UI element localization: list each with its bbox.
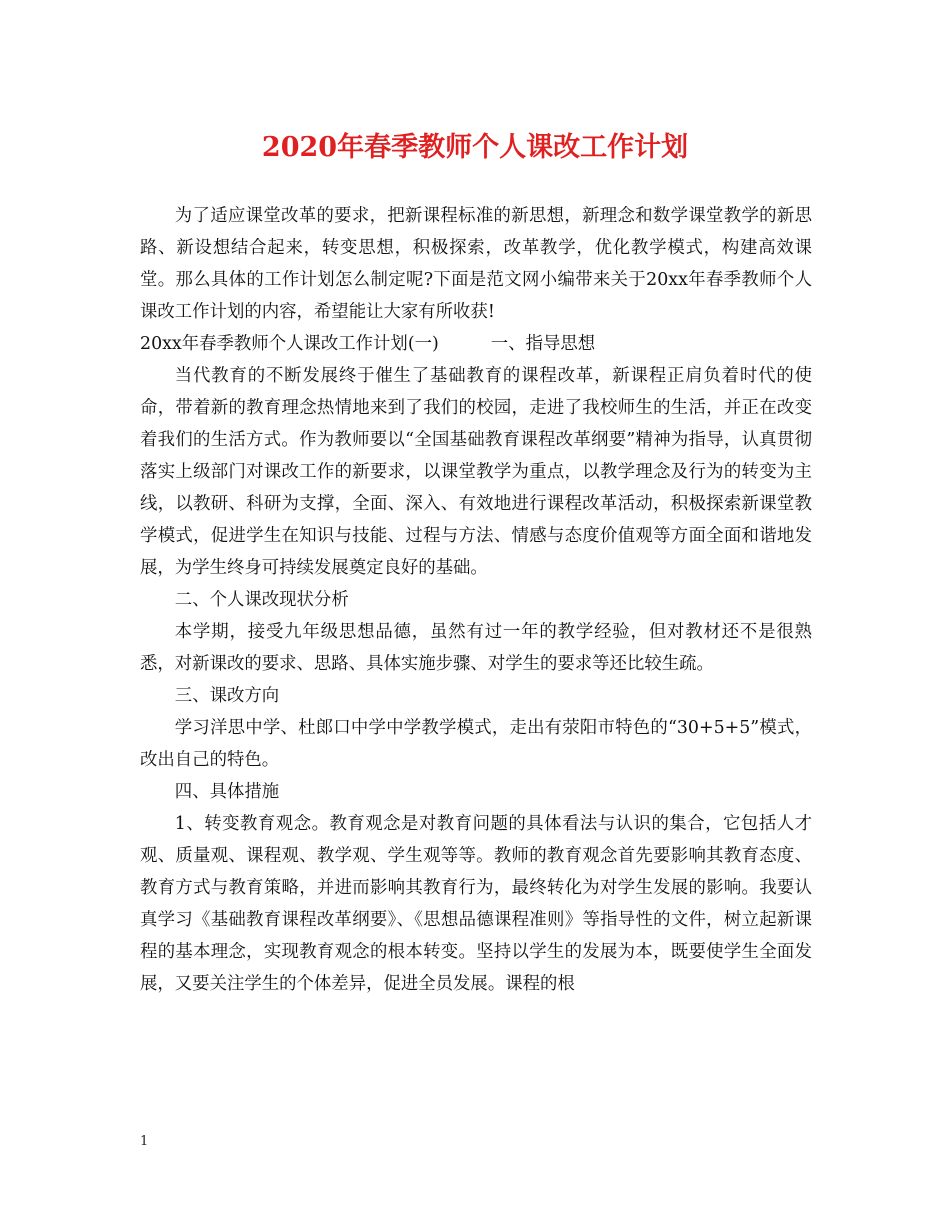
document-body [140, 200, 812, 1000]
section-body-status-analysis: 本学期，接受九年级思想品德，虽然有过一年的教学经验，但对教材还不是很熟悉，对新课改的要求、思路、具体实施步骤、对学生的要求等还比较生疏。 [140, 622, 812, 674]
plan-subtitle: 20xx年春季教师个人课改工作计划(一) [140, 334, 439, 354]
document-title: 2020年春季教师个人课改工作计划 [261, 132, 689, 163]
intro-paragraph: 为了适应课堂改革的要求，把新课程标准的新思想，新理念和数学课堂教学的新思路、新设想结合起来，转变思想，积极探索，改革教学，优化教学模式，构建高效课堂。那么具体的工作计划怎么制定呢?下面是范文网小编带来关于20xx年春季教师个人课改工作计划的内容，希望能让大家有所收获! [140, 206, 812, 322]
section-body-reform-direction: 学习洋思中学、杜郎口中学中学教学模式，走出有荥阳市特色的“30+5+5”模式，改出自己的特色。 [140, 718, 812, 770]
section-heading-guiding-ideology: 一、指导思想 [490, 334, 596, 354]
section-body-guiding-ideology: 当代教育的不断发展终于催生了基础教育的课程改革，新课程正肩负着时代的使命，带着新的教育理念热情地来到了我们的校园，走进了我校师生的生活，并正在改变着我们的生活方式。作为教师要以“全国基础教育课程改革纲要”精神为指导，认真贯彻落实上级部门对课改工作的新要求，以课堂教学为重点，以教学理念及行为的转变为主线，以教研、科研为支撑，全面、深入、有效地进行课程改革活动，积极探索新课堂教学模式，促进学生在知识与技能、过程与方法、情感与态度价值观等方面全面和谐地发展，为学生终身可持续发展奠定良好的基础。 [140, 366, 812, 578]
section-heading-status-analysis: 二、个人课改现状分析 [174, 590, 349, 610]
section-heading-specific-measures: 四、具体措施 [174, 782, 280, 802]
section-heading-reform-direction: 三、课改方向 [174, 686, 280, 706]
page-number: 1 [140, 1134, 149, 1149]
section-body-specific-measures: 1、转变教育观念。教育观念是对教育问题的具体看法与认识的集合，它包括人才观、质量观、课程观、教学观、学生观等等。教师的教育观念首先要影响其教育态度、教育方式与教育策略，并进而影响其教育行为，最终转化为对学生发展的影响。我要认真学习《基础教育课程改革纲要》、《思想品德课程准则》等指导性的文件，树立起新课程的基本理念，实现教育观念的根本转变。坚持以学生的发展为本，既要使学生全面发展，又要关注学生的个体差异，促进全员发展。课程的根 [140, 814, 812, 994]
subtitle-line [140, 328, 812, 360]
